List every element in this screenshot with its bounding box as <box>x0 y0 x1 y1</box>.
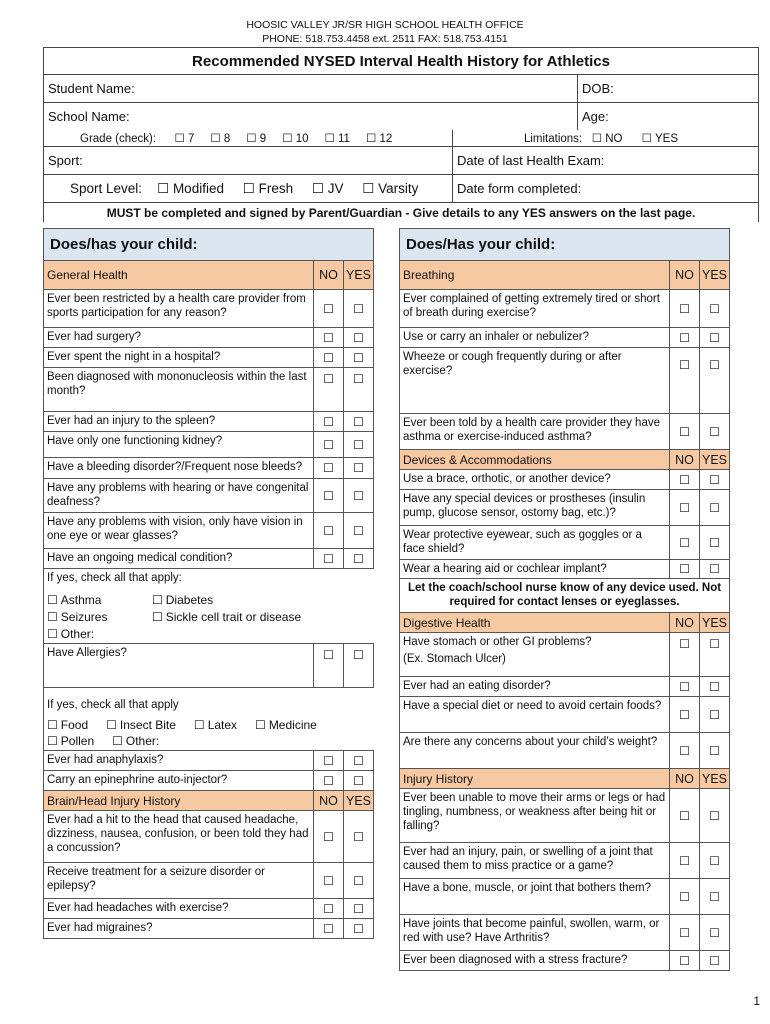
question-hearing: Have any problems with hearing or have congenital deafness? <box>44 479 314 513</box>
yes-checkbox[interactable]: ☐ <box>700 677 730 697</box>
no-checkbox[interactable]: ☐ <box>314 368 344 412</box>
dob-field[interactable]: DOB: <box>578 75 759 103</box>
no-checkbox[interactable]: ☐ <box>670 915 700 951</box>
no-checkbox[interactable]: ☐ <box>314 479 344 513</box>
school-name-field[interactable]: School Name: <box>44 103 578 131</box>
yes-checkbox[interactable]: ☐ <box>700 328 730 348</box>
yes-checkbox[interactable]: ☐ <box>344 290 374 328</box>
fresh-checkbox[interactable]: ☐ Fresh <box>242 180 294 196</box>
no-checkbox[interactable]: ☐ <box>670 677 700 697</box>
question-head-hit: Ever had a hit to the head that caused headache, dizziness, nausea, confusion, or been told they had a concussion? <box>44 811 314 863</box>
yes-header: YES <box>344 261 374 290</box>
yes-checkbox[interactable]: ☐ <box>344 513 374 549</box>
student-info-form <box>43 47 759 222</box>
question-gi-problems <box>400 633 670 677</box>
yes-checkbox[interactable]: ☐ <box>700 843 730 879</box>
latex-checkbox[interactable]: ☐ Latex <box>193 718 238 732</box>
no-checkbox[interactable]: ☐ <box>670 328 700 348</box>
last-exam-field[interactable]: Date of last Health Exam: <box>453 147 759 175</box>
yes-checkbox[interactable]: ☐ <box>344 811 374 863</box>
varsity-checkbox[interactable]: ☐ Varsity <box>362 180 419 196</box>
no-checkbox[interactable]: ☐ <box>314 863 344 899</box>
no-header: NO <box>314 261 344 290</box>
yes-header: YES <box>700 261 730 290</box>
question-stress-fracture: Ever been diagnosed with a stress fracture? <box>400 951 670 971</box>
yes-checkbox[interactable]: ☐ <box>344 368 374 412</box>
yes-checkbox[interactable]: ☐ <box>700 951 730 971</box>
question-mononucleosis: Been diagnosed with mononucleosis within the last month? <box>44 368 314 412</box>
no-checkbox[interactable]: ☐ <box>314 290 344 328</box>
yes-checkbox[interactable]: ☐ <box>700 789 730 843</box>
question-migraines: Ever had migraines? <box>44 919 314 939</box>
yes-header: YES <box>700 450 730 470</box>
no-checkbox[interactable]: ☐ <box>314 899 344 919</box>
gi-example-text: (Ex. Stomach Ulcer) <box>403 653 506 665</box>
insect-bite-checkbox[interactable]: ☐ Insect Bite <box>106 718 176 732</box>
allergies-checklist <box>44 688 374 751</box>
question-seizure-treatment: Receive treatment for a seizure disorder or epilepsy? <box>44 863 314 899</box>
question-spleen: Ever had an injury to the spleen? <box>44 412 314 432</box>
no-checkbox[interactable]: ☐ <box>670 560 700 579</box>
no-checkbox[interactable]: ☐ <box>670 290 700 328</box>
question-restricted: Ever been restricted by a health care provider from sports participation for any reason? <box>44 290 314 328</box>
question-epinephrine: Carry an epinephrine auto-injector? <box>44 771 314 791</box>
yes-checkbox[interactable]: ☐ <box>700 526 730 560</box>
sport-level-label: Sport Level: <box>70 180 143 196</box>
no-header: NO <box>670 613 700 633</box>
yes-checkbox[interactable]: ☐ <box>700 414 730 450</box>
question-bleeding: Have a bleeding disorder?/Frequent nose bleeds? <box>44 458 314 479</box>
no-checkbox[interactable]: ☐ <box>670 526 700 560</box>
question-surgery: Ever had surgery? <box>44 328 314 348</box>
sport-field[interactable]: Sport: <box>44 147 453 175</box>
no-checkbox[interactable]: ☐ <box>314 644 344 688</box>
yes-checkbox[interactable]: ☐ <box>344 644 374 688</box>
grade-8-checkbox[interactable]: ☐ 8 <box>210 133 231 145</box>
yes-checkbox[interactable]: ☐ <box>344 432 374 458</box>
seizures-checkbox[interactable]: ☐ Seizures <box>47 610 108 624</box>
right-column-heading: Does/Has your child: <box>400 229 730 261</box>
modified-checkbox[interactable]: ☐ Modified <box>157 180 224 196</box>
no-checkbox[interactable]: ☐ <box>314 412 344 432</box>
yes-checkbox[interactable]: ☐ <box>344 771 374 791</box>
no-checkbox[interactable]: ☐ <box>314 751 344 771</box>
grade-row <box>44 130 453 147</box>
yes-header: YES <box>344 791 374 811</box>
gi-question-text: Have stomach or other GI problems? <box>403 636 592 648</box>
yes-checkbox[interactable]: ☐ <box>344 919 374 939</box>
no-checkbox[interactable]: ☐ <box>314 432 344 458</box>
breathing-section: Breathing <box>400 261 670 290</box>
jv-checkbox[interactable]: ☐ JV <box>311 180 344 196</box>
conditions-instructions: If yes, check all that apply: <box>47 572 182 584</box>
question-kidney: Have only one functioning kidney? <box>44 432 314 458</box>
injury-section: Injury History <box>400 769 670 789</box>
no-checkbox[interactable]: ☐ <box>670 789 700 843</box>
yes-checkbox[interactable]: ☐ <box>344 899 374 919</box>
yes-checkbox[interactable]: ☐ <box>700 633 730 677</box>
no-checkbox[interactable]: ☐ <box>670 879 700 915</box>
grade-label: Grade (check): <box>80 133 157 145</box>
yes-checkbox[interactable]: ☐ <box>344 751 374 771</box>
no-checkbox[interactable]: ☐ <box>314 919 344 939</box>
question-headaches: Ever had headaches with exercise? <box>44 899 314 919</box>
grade-9-checkbox[interactable]: ☐ 9 <box>246 133 267 145</box>
right-question-table <box>399 228 730 971</box>
office-phone: PHONE: 518.753.4458 ext. 2511 FAX: 518.753.4151 <box>262 33 508 45</box>
limitations-yes-checkbox[interactable]: ☐ YES <box>641 133 678 145</box>
sport-level-row <box>44 175 453 203</box>
question-arthritis: Have joints that become painful, swollen, warm, or red with use? Have Arthritis? <box>400 915 670 951</box>
yes-checkbox[interactable]: ☐ <box>700 733 730 769</box>
general-health-section: General Health <box>44 261 314 290</box>
yes-checkbox[interactable]: ☐ <box>700 290 730 328</box>
question-inhaler: Use or carry an inhaler or nebulizer? <box>400 328 670 348</box>
no-checkbox[interactable]: ☐ <box>314 458 344 479</box>
sickle-cell-checkbox[interactable]: ☐ Sickle cell trait or disease <box>152 610 302 624</box>
yes-checkbox[interactable]: ☐ <box>700 915 730 951</box>
limitations-label: Limitations: <box>523 133 583 145</box>
yes-checkbox[interactable]: ☐ <box>344 549 374 569</box>
no-checkbox[interactable]: ☐ <box>314 513 344 549</box>
limitations-no-checkbox[interactable]: ☐ NO <box>591 133 623 145</box>
pollen-checkbox[interactable]: ☐ Pollen <box>47 734 95 748</box>
no-checkbox[interactable]: ☐ <box>670 470 700 490</box>
question-eyewear: Wear protective eyewear, such as goggles or a face shield? <box>400 526 670 560</box>
question-bone-muscle: Have a bone, muscle, or joint that bothers them? <box>400 879 670 915</box>
digestive-section: Digestive Health <box>400 613 670 633</box>
question-short-breath: Ever complained of getting extremely tired or short of breath during exercise? <box>400 290 670 328</box>
grade-7-checkbox[interactable]: ☐ 7 <box>174 133 195 145</box>
medicine-checkbox[interactable]: ☐ Medicine <box>255 718 317 732</box>
other-condition-checkbox[interactable]: ☐ Other: <box>47 627 95 641</box>
no-checkbox[interactable]: ☐ <box>314 771 344 791</box>
yes-checkbox[interactable]: ☐ <box>700 697 730 733</box>
grade-10-checkbox[interactable]: ☐ 10 <box>282 133 309 145</box>
other-allergy-checkbox[interactable]: ☐ Other: <box>112 734 160 748</box>
yes-checkbox[interactable]: ☐ <box>344 328 374 348</box>
question-prostheses: Have any special devices or prostheses (insulin pump, glucose sensor, ostomy bag, etc.)? <box>400 490 670 526</box>
no-checkbox[interactable]: ☐ <box>670 843 700 879</box>
question-allergies: Have Allergies? <box>44 644 314 688</box>
date-completed-field[interactable]: Date form completed: <box>453 175 759 203</box>
no-checkbox[interactable]: ☐ <box>670 348 700 414</box>
yes-checkbox[interactable]: ☐ <box>344 412 374 432</box>
brain-head-section: Brain/Head Injury History <box>44 791 314 811</box>
question-joint-injury: Ever had an injury, pain, or swelling of a joint that caused them to miss practice or a game? <box>400 843 670 879</box>
diabetes-checkbox[interactable]: ☐ Diabetes <box>152 593 214 607</box>
devices-section: Devices & Accommodations <box>400 450 670 470</box>
student-name-field[interactable]: Student Name: <box>44 75 578 103</box>
question-hearing-aid: Wear a hearing aid or cochlear implant? <box>400 560 670 579</box>
question-brace: Use a brace, orthotic, or another device? <box>400 470 670 490</box>
question-tingling: Ever been unable to move their arms or legs or had tingling, numbness, or weakness after being hit or falling? <box>400 789 670 843</box>
no-checkbox[interactable]: ☐ <box>314 549 344 569</box>
question-eating-disorder: Ever had an eating disorder? <box>400 677 670 697</box>
limitations-row <box>453 130 759 147</box>
no-checkbox[interactable]: ☐ <box>670 414 700 450</box>
left-question-table <box>43 228 374 939</box>
no-header: NO <box>670 450 700 470</box>
question-vision: Have any problems with vision, only have vision in one eye or wear glasses? <box>44 513 314 549</box>
allergies-instructions: If yes, check all that apply <box>47 699 179 711</box>
school-office-header: HOOSIC VALLEY JR/SR HIGH SCHOOL HEALTH OFFICE <box>246 19 524 31</box>
yes-checkbox[interactable]: ☐ <box>700 879 730 915</box>
no-header: NO <box>670 261 700 290</box>
yes-header: YES <box>700 613 730 633</box>
no-checkbox[interactable]: ☐ <box>670 490 700 526</box>
question-anaphylaxis: Ever had anaphylaxis? <box>44 751 314 771</box>
question-wheeze: Wheeze or cough frequently during or after exercise? <box>400 348 670 414</box>
yes-checkbox[interactable]: ☐ <box>344 863 374 899</box>
question-medical-condition: Have an ongoing medical condition? <box>44 549 314 569</box>
no-checkbox[interactable]: ☐ <box>670 697 700 733</box>
no-header: NO <box>670 769 700 789</box>
no-checkbox[interactable]: ☐ <box>670 633 700 677</box>
left-column-heading: Does/has your child: <box>44 229 374 261</box>
no-checkbox[interactable]: ☐ <box>670 951 700 971</box>
form-title: Recommended NYSED Interval Health History for Athletics <box>44 48 759 75</box>
yes-checkbox[interactable]: ☐ <box>700 348 730 414</box>
page-number: 1 <box>753 994 760 1008</box>
yes-checkbox[interactable]: ☐ <box>700 560 730 579</box>
grade-12-checkbox[interactable]: ☐ 12 <box>365 133 393 145</box>
question-hospital: Ever spent the night in a hospital? <box>44 348 314 368</box>
age-field[interactable]: Age: <box>578 103 759 131</box>
no-checkbox[interactable]: ☐ <box>670 733 700 769</box>
conditions-checklist <box>44 569 374 644</box>
no-checkbox[interactable]: ☐ <box>314 348 344 368</box>
grade-11-checkbox[interactable]: ☐ 11 <box>324 133 350 145</box>
yes-checkbox[interactable]: ☐ <box>700 490 730 526</box>
asthma-checkbox[interactable]: ☐ Asthma <box>47 593 102 607</box>
device-note: Let the coach/school nurse know of any device used. Not required for contact lenses or eyeglasses. <box>400 579 730 613</box>
question-weight: Are there any concerns about your child’s weight? <box>400 733 670 769</box>
question-asthma-diagnosis: Ever been told by a health care provider they have asthma or exercise-induced asthma? <box>400 414 670 450</box>
yes-checkbox[interactable]: ☐ <box>344 458 374 479</box>
parent-signature-note: MUST be completed and signed by Parent/Guardian - Give details to any YES answers on the last page. <box>44 203 759 223</box>
yes-header: YES <box>700 769 730 789</box>
question-special-diet: Have a special diet or need to avoid certain foods? <box>400 697 670 733</box>
yes-checkbox[interactable]: ☐ <box>344 479 374 513</box>
yes-checkbox[interactable]: ☐ <box>344 348 374 368</box>
food-checkbox[interactable]: ☐ Food <box>47 718 89 732</box>
no-header: NO <box>314 791 344 811</box>
no-checkbox[interactable]: ☐ <box>314 328 344 348</box>
no-checkbox[interactable]: ☐ <box>314 811 344 863</box>
yes-checkbox[interactable]: ☐ <box>700 470 730 490</box>
